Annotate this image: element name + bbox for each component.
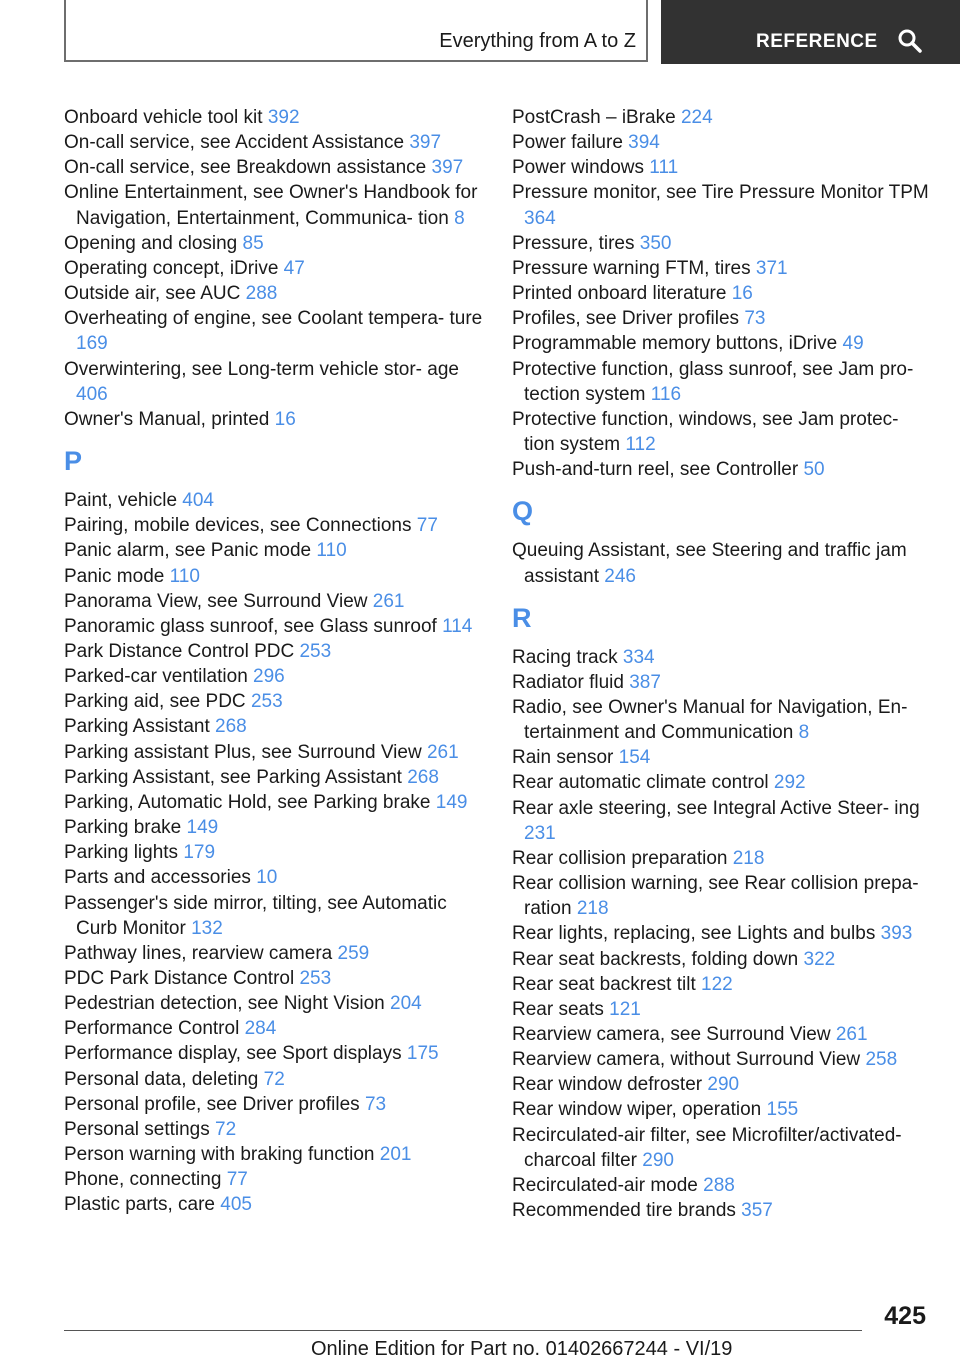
index-page-link[interactable]: 16 [274,408,296,430]
index-entry-text: Performance Control [64,1018,240,1040]
index-page-link[interactable]: 169 [76,333,108,355]
index-entry-text: Person warning with braking function [64,1144,375,1166]
index-entry [64,714,484,739]
index-entry [64,664,484,689]
index-entry-text: Power failure [512,132,623,154]
index-page-link[interactable]: 253 [299,640,332,662]
index-entry-text: Pedestrian detection, see Night Vision [64,993,385,1015]
index-page-link[interactable]: 175 [406,1043,439,1065]
index-entry-text: Protective function, windows, see Jam protec- tion system [512,408,899,456]
index-entry-text: Panic alarm, see Panic mode [64,540,312,562]
index-entry-text: Parking Assistant [64,716,210,738]
index-entry-text: Recirculated-air mode [512,1174,698,1196]
index-entry-text: Parts and accessories [64,867,251,889]
index-entry [512,846,932,871]
index-entry-text: Performance display, see Sport displays [64,1043,402,1065]
index-page-link[interactable]: 405 [220,1194,252,1216]
index-entry-text: Onboard vehicle tool kit [64,107,263,128]
index-entry-text: Paint, vehicle [64,490,178,512]
search-icon[interactable] [897,28,923,54]
index-page-link[interactable]: 50 [803,459,825,481]
index-page-link[interactable]: 154 [618,747,651,769]
index-entry-text: Operating concept, iDrive [64,257,279,279]
index-page-link[interactable]: 350 [639,232,672,254]
index-page-link[interactable]: 77 [416,515,438,537]
index-entry [512,695,932,745]
index-entry-text: Rear seat backrest tilt [512,973,696,995]
index-entry [512,1198,932,1223]
index-page-link[interactable]: 73 [744,308,766,330]
index-page-link[interactable]: 288 [245,283,278,305]
index-entry [512,1022,932,1047]
index-page-link[interactable]: 258 [865,1049,898,1071]
index-page-link[interactable]: 155 [766,1099,799,1121]
index-page-link[interactable]: 121 [609,998,641,1020]
index-page-link[interactable]: 77 [226,1169,248,1191]
index-page-link[interactable]: 371 [755,257,788,279]
index-entry-text: Pressure warning FTM, tires [512,257,751,279]
index-entry [512,921,932,946]
index-entry [64,614,484,639]
index-page-link[interactable]: 253 [250,691,283,713]
index-entry [64,357,484,407]
index-entry [512,331,932,356]
index-page-link[interactable]: 73 [364,1093,387,1115]
index-page-link[interactable]: 47 [283,257,305,279]
page-number: 425 [884,1302,926,1330]
index-entry [64,1092,484,1117]
index-entry [64,306,484,356]
index-entry [512,130,932,155]
footer-edition-text: Online Edition for Part no. 01402667244 - VI/19 [311,1338,733,1360]
index-entry [512,105,932,130]
index-page-link[interactable]: 122 [701,973,733,995]
index-page-link[interactable]: 259 [337,942,370,964]
index-page-link[interactable]: 404 [182,490,214,512]
index-entry-text: Overheating of engine, see Coolant tempera- ture [64,308,483,330]
index-entry [64,1016,484,1041]
index-entry [64,1142,484,1167]
index-entry-text: Parking assistant Plus, see Surround View [64,741,422,763]
index-entry [64,155,484,180]
index-entry-text: Rear automatic climate control [512,772,769,794]
index-entry-text: Pathway lines, rearview camera [64,942,333,964]
index-entry-text: Rear collision preparation [512,847,728,869]
index-entry [512,1047,932,1072]
index-entry [64,538,484,563]
index-entry [512,457,932,482]
index-entry-text: On-call service, see Accident Assistance [64,132,405,154]
index-page-link[interactable]: 284 [244,1018,277,1040]
index-entry [64,488,484,513]
index-entry [64,231,484,256]
index-page-link[interactable]: 116 [650,383,682,405]
index-entry-text: Rear window defroster [512,1074,703,1096]
index-page-link[interactable]: 261 [835,1024,868,1045]
index-entry-text: Plastic parts, care [64,1194,215,1216]
index-page-link[interactable]: 218 [732,847,765,869]
index-entry [64,740,484,765]
index-entry [64,281,484,306]
index-entry-text: Recommended tire brands [512,1200,736,1222]
index-entry-text: Personal data, deleting [64,1068,259,1090]
index-page-link[interactable]: 149 [435,791,468,813]
index-entry [512,538,932,588]
index-page-link[interactable]: 268 [215,716,247,738]
index-entry [512,1123,932,1173]
index-page-link[interactable]: 268 [407,766,439,788]
index-entry [64,891,484,941]
index-entry-text: Personal profile, see Driver profiles [64,1093,360,1115]
index-entry [512,306,932,331]
header-chapter-tab[interactable] [661,0,960,64]
index-entry-text: On-call service, see Breakdown assistance [64,157,427,179]
index-page-link[interactable]: 10 [256,867,278,889]
index-page-link[interactable]: 393 [880,923,913,945]
index-entry-text: Radio, see Owner's Manual for Navigation, En- tertainment and Communication [512,696,908,744]
index-entry [64,1167,484,1192]
index-page-link[interactable]: 224 [680,107,713,128]
index-entry [512,947,932,972]
index-page-link[interactable]: 16 [731,283,753,305]
index-entry-text: Printed onboard literature [512,283,727,305]
index-entry [512,645,932,670]
index-page-link[interactable]: 49 [842,333,864,355]
index-page-link[interactable]: 334 [622,646,655,668]
index-entry [512,972,932,997]
index-entry-text: Rain sensor [512,747,614,769]
index-entry-text: Phone, connecting [64,1169,222,1191]
index-entry [512,1097,932,1122]
index-entry-text: PostCrash – iBrake [512,107,676,128]
index-page-link[interactable]: 72 [263,1068,285,1090]
index-entry-text: Pairing, mobile devices, see Connections [64,515,412,537]
index-entry [64,589,484,614]
index-entry [64,991,484,1016]
index-entry-text: Recirculated-air filter, see Microfilter/activated- charcoal filter [512,1124,902,1171]
index-entry-text: Park Distance Control PDC [64,640,295,662]
index-entry-text: Panoramic glass sunroof, see Glass sunroof [64,615,437,637]
index-page-link[interactable]: 85 [242,232,264,254]
index-entry [64,840,484,865]
index-entry-text: Outside air, see AUC [64,283,241,305]
index-page-link[interactable]: 394 [628,132,660,154]
header-chapter-label: REFERENCE [756,31,878,52]
index-entry-text: Radiator fluid [512,671,624,693]
index-entry [512,155,932,180]
index-page-link[interactable]: 204 [390,993,422,1015]
index-page-link[interactable]: 112 [625,434,656,456]
index-page-link[interactable]: 179 [183,842,216,864]
index-entry-text: Parking, Automatic Hold, see Parking brake [64,791,431,813]
index-entry-text: Personal settings [64,1118,210,1140]
index-entry [64,513,484,538]
index-entry [64,130,484,155]
index-entry-text: Online Entertainment, see Owner's Handbook for Navigation, Entertainment, Communica- tion [64,182,478,229]
index-page-link[interactable]: 253 [299,968,332,989]
index-entry [512,180,932,230]
index-entry-text: Panic mode [64,565,165,587]
index-page-link[interactable]: 114 [442,615,473,637]
index-page-link[interactable]: 149 [186,817,219,839]
index-page-link[interactable]: 261 [372,590,405,612]
index-page-link[interactable]: 357 [741,1200,773,1222]
index-column-left [64,105,484,1218]
index-entry [64,564,484,589]
index-column-right [512,105,932,1223]
header-section-title: Everything from A to Z [439,30,636,52]
index-entry [64,407,484,432]
index-entry [512,357,932,407]
index-page-link[interactable]: 290 [707,1074,740,1096]
index-page-link[interactable]: 364 [524,207,556,229]
index-entry-text: Overwintering, see Long-term vehicle stor- age [64,358,459,380]
index-entry [64,1117,484,1142]
index-entry-text: Queuing Assistant, see Steering and traffic jam assistant [512,540,907,587]
index-entry [64,1041,484,1066]
index-entry [64,941,484,966]
index-page-link[interactable]: 110 [316,540,347,562]
index-entry-text: Parking brake [64,817,182,839]
index-entry [64,1192,484,1217]
index-page-link[interactable]: 111 [649,157,679,179]
header-section-box [64,0,648,62]
index-page-link[interactable]: 290 [642,1149,674,1171]
index-page-link[interactable]: 246 [604,565,636,587]
index-entry-text: Parking lights [64,842,179,864]
index-page-link[interactable]: 72 [215,1118,237,1140]
index-entry-text: Parking aid, see PDC [64,691,246,713]
index-entry [512,997,932,1022]
index-entry-text: Rearview camera, without Surround View [512,1049,861,1071]
index-entry [512,1072,932,1097]
index-entry [512,745,932,770]
index-entry [512,796,932,846]
index-page-link[interactable]: 8 [798,722,810,744]
footer-divider [64,1330,862,1331]
index-entry [512,871,932,921]
index-page-link[interactable]: 406 [76,383,108,405]
index-entry-text: Rearview camera, see Surround View [512,1024,831,1045]
index-page-link[interactable]: 132 [191,917,223,939]
index-entry [512,281,932,306]
index-entry [64,790,484,815]
index-entry [64,105,484,130]
index-entry-text: Protective function, glass sunroof, see Jam pro- tection system [512,358,914,405]
index-page-link[interactable]: 322 [803,948,836,970]
index-entry-text: PDC Park Distance Control [64,968,295,989]
index-entry [64,256,484,281]
index-entry [64,765,484,790]
index-entry [512,256,932,281]
index-entry [64,966,484,991]
index-section-letter: R [512,602,532,633]
index-page-link[interactable]: 392 [267,107,300,128]
index-entry-text: Panorama View, see Surround View [64,590,368,612]
index-entry [64,865,484,890]
index-page-link[interactable]: 288 [703,1174,735,1196]
index-section-letter: Q [512,496,534,527]
index-entry-text: Owner's Manual, printed [64,408,270,430]
index-entry-text: Programmable memory buttons, iDrive [512,333,838,355]
index-entry-text: Rear collision warning, see Rear collision prepa- ration [512,873,919,920]
index-entry-text: Opening and closing [64,232,238,254]
index-entry [64,815,484,840]
index-page-link[interactable]: 201 [379,1144,412,1166]
index-entry-text: Pressure monitor, see Tire Pressure Monitor TPM [512,182,929,204]
index-page-link[interactable]: 261 [426,741,459,763]
index-page-link[interactable]: 296 [253,666,285,688]
index-entry-text: Rear axle steering, see Integral Active Steer- ing [512,797,920,819]
index-page-link[interactable]: 110 [169,565,200,587]
index-entry-text: Rear seats [512,998,604,1020]
index-entry-text: Passenger's side mirror, tilting, see Automatic Curb Monitor [64,892,447,939]
index-entry-text: Profiles, see Driver profiles [512,308,740,330]
index-entry [512,407,932,457]
index-entry-text: Parked-car ventilation [64,666,248,688]
index-entry-text: Rear lights, replacing, see Lights and bulbs [512,923,876,945]
index-entry-text: Racing track [512,646,618,668]
index-entry [512,1173,932,1198]
index-entry-text: Push-and-turn reel, see Controller [512,459,799,481]
index-entry [512,670,932,695]
index-page-link[interactable]: 8 [454,207,465,229]
index-entry [512,770,932,795]
index-page-link[interactable]: 231 [524,822,556,844]
index-entry [64,1067,484,1092]
index-page-link[interactable]: 397 [409,132,442,154]
index-page-link[interactable]: 387 [629,671,661,693]
index-entry-text: Rear window wiper, operation [512,1099,762,1121]
index-entry-text: Rear seat backrests, folding down [512,948,799,970]
index-page-link[interactable]: 397 [431,157,464,179]
index-entry [64,639,484,664]
index-entry [64,689,484,714]
index-page-link[interactable]: 218 [576,898,609,920]
index-page-link[interactable]: 292 [773,772,806,794]
index-entry-text: Parking Assistant, see Parking Assistant [64,766,402,788]
index-entry [512,231,932,256]
index-entry-text: Power windows [512,157,644,179]
index-entry-text: Pressure, tires [512,232,635,254]
index-entry [64,180,484,230]
index-section-letter: P [64,446,83,477]
